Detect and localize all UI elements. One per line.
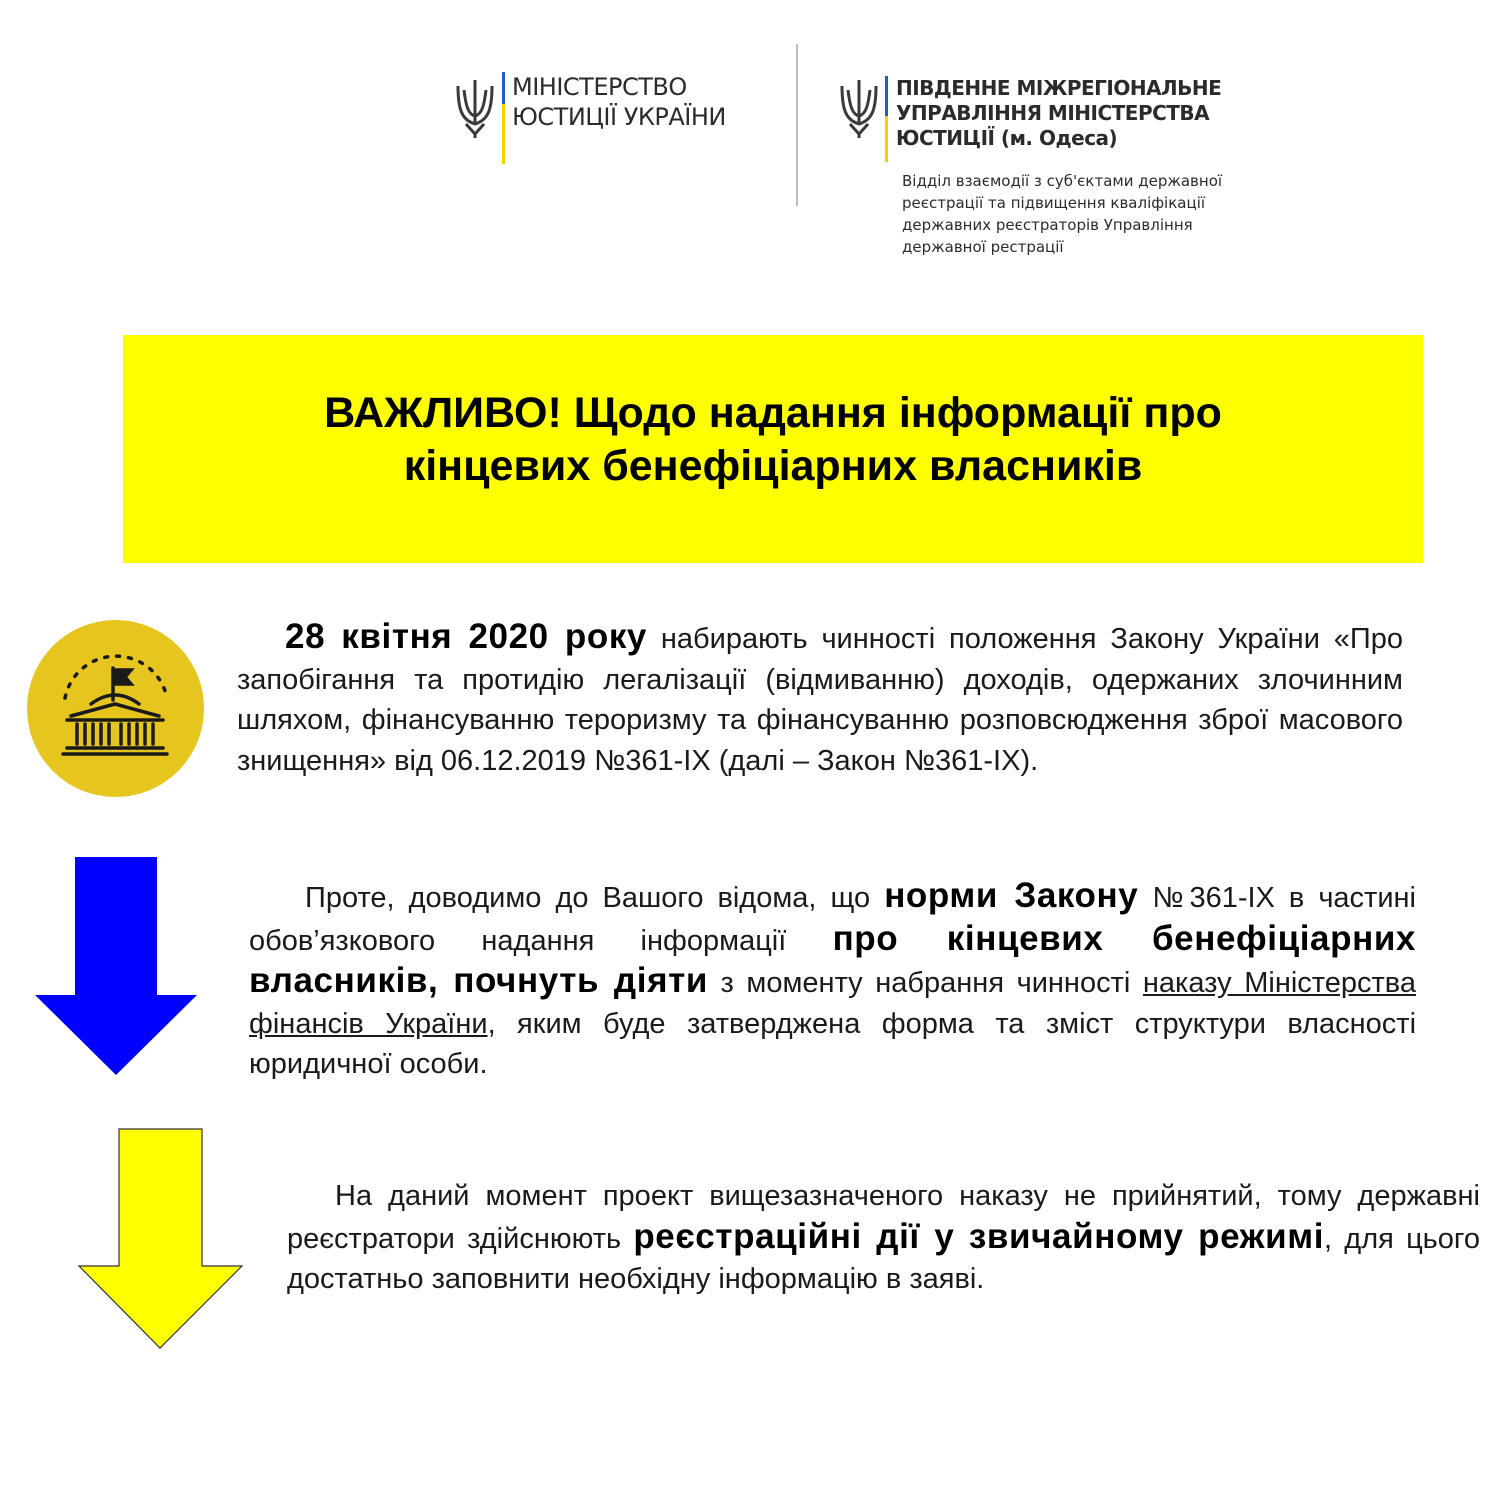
flag-yellow-stripe [502, 104, 505, 164]
trident-icon [838, 76, 880, 140]
department-line: реєстрації та підвищення кваліфікації [902, 194, 1206, 212]
parliament-building-icon [27, 620, 204, 797]
department-line: державної рестрації [902, 238, 1064, 256]
down-arrow-icon [77, 1128, 244, 1350]
emphasis-text: норми Закону [884, 876, 1139, 915]
paragraph-text: Проте, доводимо до Вашого відома, що [305, 882, 885, 914]
trident-icon [454, 76, 496, 140]
paragraph-registration [287, 1176, 1480, 1300]
paragraph-text: На даний момент проект вищезазначеного наказу не прийнятий, тому державні реєстратори здійснюють [287, 1180, 1480, 1255]
ministry-finance-order-link[interactable]: наказу Міністерства фінансів України [249, 967, 1417, 1040]
flag-blue-stripe [502, 72, 505, 104]
regional-line: ЮСТИЦІЇ (м. Одеса) [896, 126, 1118, 150]
department-line: державних реєстраторів Управління [902, 216, 1193, 234]
regional-logo-text [896, 76, 1221, 151]
paragraph-text: набирають чинності положення Закону України «Про запобігання та протидію легалізації (відмиванню) доходів, одержаних злочинним шляхом, фінансуванню тероризму та фінансуванню розповсюдження зброї масового знищення» від 06.12.2019 №361-IX (далі – Закон №361-IX). [237, 623, 1403, 777]
paragraph-law-effective [237, 617, 1403, 781]
paragraph-norms [249, 876, 1416, 1085]
paragraph-text: , яким буде затверджена форма та зміст структури власності юридичної особи. [249, 1007, 1417, 1080]
flag-blue-stripe [885, 76, 888, 116]
emphasis-text: про кінцевих бенефіціарних власників, почнуть діяти [249, 918, 1416, 1000]
banner-title-line: ВАЖЛИВО! Щодо надання інформації про [324, 389, 1222, 437]
paragraph-text: , для цього достатньо заповнити необхідну інформацію в заяві. [287, 1222, 1480, 1295]
paragraph-text: №361-IX в частині обов’язкового надання інформації [249, 882, 1417, 957]
department-line: Відділ взаємодії з суб'єктами державної [902, 172, 1223, 190]
ministry-line: МІНІСТЕРСТВО [512, 73, 687, 101]
ministry-logo-text [512, 72, 726, 132]
ministry-line: ЮСТИЦІЇ УКРАЇНИ [512, 103, 726, 131]
header-divider [796, 44, 798, 206]
important-banner [123, 335, 1423, 563]
flag-yellow-stripe [885, 116, 888, 162]
paragraph-text: з моменту набрання чинності [707, 967, 1143, 999]
effective-date: 28 квітня 2020 року [285, 617, 647, 656]
emphasis-text: реєстраційні дії у звичайному режимі [633, 1216, 1325, 1256]
banner-title [183, 387, 1363, 493]
banner-title-line: кінцевих бенефіціарних власників [403, 442, 1143, 490]
regional-line: УПРАВЛІННЯ МІНІСТЕРСТВА [896, 101, 1210, 125]
down-arrow-icon [33, 855, 199, 1077]
department-text [902, 170, 1282, 258]
regional-line: ПІВДЕННЕ МІЖРЕГІОНАЛЬНЕ [896, 76, 1222, 100]
